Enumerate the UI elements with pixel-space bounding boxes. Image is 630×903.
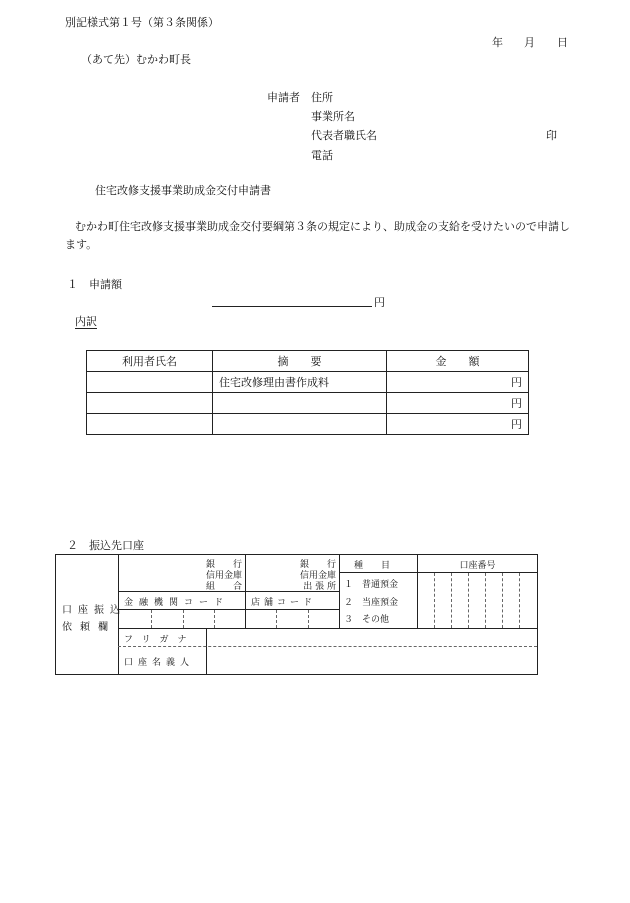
code-box-divider [308,610,309,628]
code-box-divider [276,610,277,628]
seal-mark: 印 [546,129,557,142]
applicant-representative-label: 代表者職氏名 [311,129,377,142]
account-digit-divider [451,573,452,628]
code-box-divider [214,610,215,628]
account-digit-divider [502,573,503,628]
date-year: 年 [492,36,503,49]
section2-title: ２ 振込先口座 [67,539,144,552]
applicant-office-label: 事業所名 [311,110,355,123]
user-name-cell[interactable] [87,393,213,414]
breakdown-table [86,350,529,435]
account-type-3[interactable]: ３ その他 [344,615,390,625]
form-number: 別記様式第１号（第３条関係） [65,16,219,29]
transfer-label-1: 口座振込 [62,605,126,616]
user-name-cell[interactable] [87,372,213,393]
branch-type-3: 出 張 所 [303,582,336,592]
amount-line[interactable] [212,306,372,307]
applicant-address-label: 住所 [311,91,333,104]
account-digit-divider [468,573,469,628]
amount-cell[interactable]: 円 [387,372,529,393]
user-name-cell[interactable] [87,414,213,435]
summary-cell[interactable]: 住宅改修理由書作成料 [213,372,387,393]
body-text: むかわ町住宅改修支援事業助成金交付要綱第３条の規定により、助成金の支給を受けたいので申請します。 [65,220,570,251]
account-holder-field[interactable] [208,648,536,673]
account-type-2[interactable]: ２ 当座預金 [344,598,399,608]
divider [118,628,537,629]
account-digit-divider [434,573,435,628]
summary-cell[interactable] [213,414,387,435]
table-header-row [87,351,529,372]
summary-cell[interactable] [213,393,387,414]
date-month: 月 [524,36,535,49]
account-digit-divider [519,573,520,628]
account-digit-divider [485,573,486,628]
account-number-header: 口座番号 [459,561,496,571]
transfer-label-2: 依頼欄 [62,622,116,633]
amount-unit: 円 [374,296,385,309]
branch-code-label: 店舗コード [251,598,317,608]
bank-type-2: 信用金庫 [205,571,242,581]
divider [339,572,537,573]
bank-type-1: 銀 行 [205,560,242,570]
branch-type-1: 銀 行 [299,560,336,570]
account-holder-label: 口座名義人 [124,658,195,668]
bank-code-label: 金融機関コード [124,598,230,608]
addressee: （あて先）むかわ町長 [81,53,191,66]
bank-type-3: 組 合 [205,582,242,592]
divider [339,555,340,628]
code-box-divider [151,610,152,628]
amount-cell[interactable]: 円 [387,414,529,435]
dashed-divider [118,646,537,647]
breakdown-label: 内訳 [75,315,97,328]
column-header-summary: 摘 要 [213,351,387,372]
section1-title: １ 申請額 [67,278,122,291]
column-header-amount: 金 額 [387,351,529,372]
applicant-label: 申請者 [267,91,300,104]
branch-type-2: 信用金庫 [299,571,336,581]
account-type-1[interactable]: １ 普通預金 [344,580,399,590]
table-row [87,372,529,393]
divider [206,628,207,674]
column-header-user-name: 利用者氏名 [87,351,213,372]
date-day: 日 [557,36,568,49]
furigana-label: フリガナ [124,635,196,645]
document-title: 住宅改修支援事業助成金交付申請書 [95,184,271,197]
amount-cell[interactable]: 円 [387,393,529,414]
code-box-divider [183,610,184,628]
table-row [87,393,529,414]
account-type-header: 種 目 [354,561,391,571]
table-row [87,414,529,435]
applicant-phone-label: 電話 [311,149,333,162]
furigana-field[interactable] [208,630,536,645]
bank-transfer-box [55,554,538,675]
